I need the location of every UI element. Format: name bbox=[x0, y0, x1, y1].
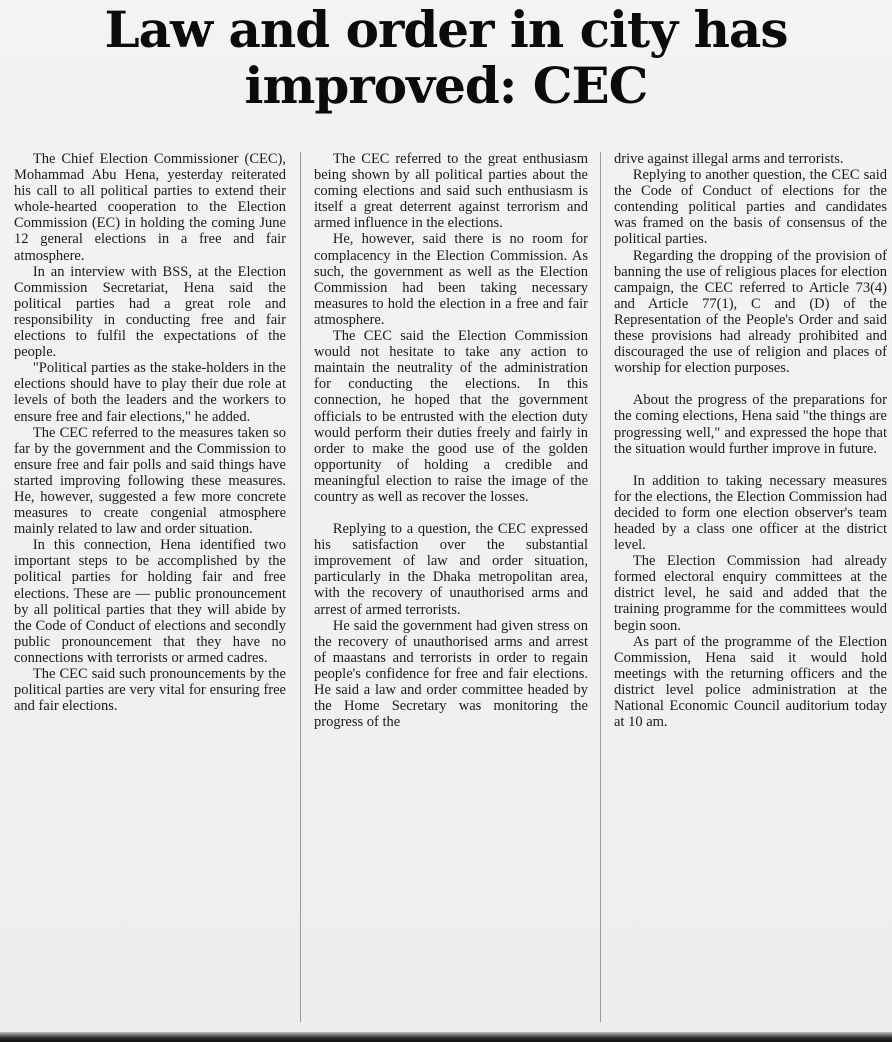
column-divider bbox=[600, 152, 601, 1022]
paragraph: drive against illegal arms and terrorists. bbox=[614, 151, 844, 167]
article-column-2 bbox=[314, 151, 588, 730]
paragraph: The CEC referred to the great enthusiasm being shown by all political parties about the coming elections and said such enthusiasm is itself a great deterrent against terrorism and armed influence in the elections. bbox=[314, 151, 588, 232]
column-divider bbox=[300, 152, 301, 1022]
paragraph: He said the government had given stress on the recovery of unauthorised arms and arrest of maastans and terrorists in order to regain people's confidence for free and fair elections. He said a law and order committee headed by the Home Secretary was monitoring the progress of the bbox=[314, 617, 588, 731]
paragraph: Regarding the dropping of the provision of banning the use of religious places for election campaign, the CEC referred to Article 73(4) and Article 77(1), C and (D) of the Representation of the People's Order and said these provisions had already prohibited and discouraged the use of religion and places of worship for election purposes. bbox=[614, 247, 887, 377]
article-column-1 bbox=[14, 151, 286, 714]
headline: Law and order in city has improved: CEC bbox=[104, 0, 788, 115]
paragraph: In this connection, Hena identified two important steps to be accomplished by the political parties for holding fair and free elections. These are — public pronouncement by all political parties that they will abide by the Code of Conduct of elections and secondly public pronouncement that they have no connections with terrorists or armed cadres. bbox=[14, 537, 286, 666]
article-column-3 bbox=[614, 151, 887, 730]
paragraph: As part of the programme of the Election Commission, Hena said it would hold meetings with the returning officers and the district level police administration at the National Economic Council auditorium today at 10 am. bbox=[614, 633, 887, 731]
paragraph: He, however, said there is no room for complacency in the Election Commission. As such, the government as well as the Election Commission had been taking necessary measures to hold the election in a free and fair atmosphere. bbox=[314, 231, 588, 328]
paragraph: The Election Commission had already formed electoral enquiry committees at the district level, he said and added that the training programme for the committees would begin soon. bbox=[614, 553, 887, 634]
paragraph: The CEC said such pronouncements by the political parties are very vital for ensuring free and fair elections. bbox=[14, 666, 286, 715]
paragraph: The CEC said the Election Commission would not hesitate to take any action to maintain the neutrality of the administration for conducting the elections. In this connection, he hoped that the government officials to be entrusted with the election duty would perform their duties freely and fairly in order to make the good use of the golden opportunity of holding a credible and meaningful election to raise the image of the country as well as recover the losses. bbox=[314, 328, 588, 505]
paragraph: About the progress of the preparations for the coming elections, Hena said "the things are progressing well," and expressed the hope that the situation would further improve in future. bbox=[614, 392, 887, 457]
paragraph: "Political parties as the stake-holders in the elections should have to play their due role at levels of both the leaders and the workers to ensure free and fair elections," he added. bbox=[14, 360, 286, 425]
paragraph: Replying to another question, the CEC said the Code of Conduct of elections for the contending political parties and candidates was framed on the basis of consensus of the political parties. bbox=[614, 167, 887, 248]
bottom-border bbox=[0, 1032, 892, 1042]
paragraph: In addition to taking necessary measures for the elections, the Election Commission had decided to form one election observer's team headed by a class one officer at the district level. bbox=[614, 472, 887, 554]
paragraph: Replying to a question, the CEC expressed his satisfaction over the substantial improvement of law and order situation, particularly in the Dhaka metropolitan area, with the recovery of unauthorised arms and arrest of armed terrorists. bbox=[314, 521, 588, 618]
paragraph: The CEC referred to the measures taken so far by the government and the Commission to ensure free and fair polls and said things have started improving following these measures. He, however, suggested a few more concrete measures to create congenial atmosphere mainly related to law and order situation. bbox=[14, 424, 286, 538]
paragraph: In an interview with BSS, at the Election Commission Secretariat, Hena said the political parties had a great role and responsibility in conducting free and fair elections to fulfil the expectations of the people. bbox=[14, 263, 286, 361]
paragraph: The Chief Election Commissioner (CEC), Mohammad Abu Hena, yesterday reiterated his call to all political parties to extend their whole-hearted cooperation to the Election Commission (EC) in holding the coming June 12 general elections in a free and fair atmosphere. bbox=[14, 151, 286, 264]
